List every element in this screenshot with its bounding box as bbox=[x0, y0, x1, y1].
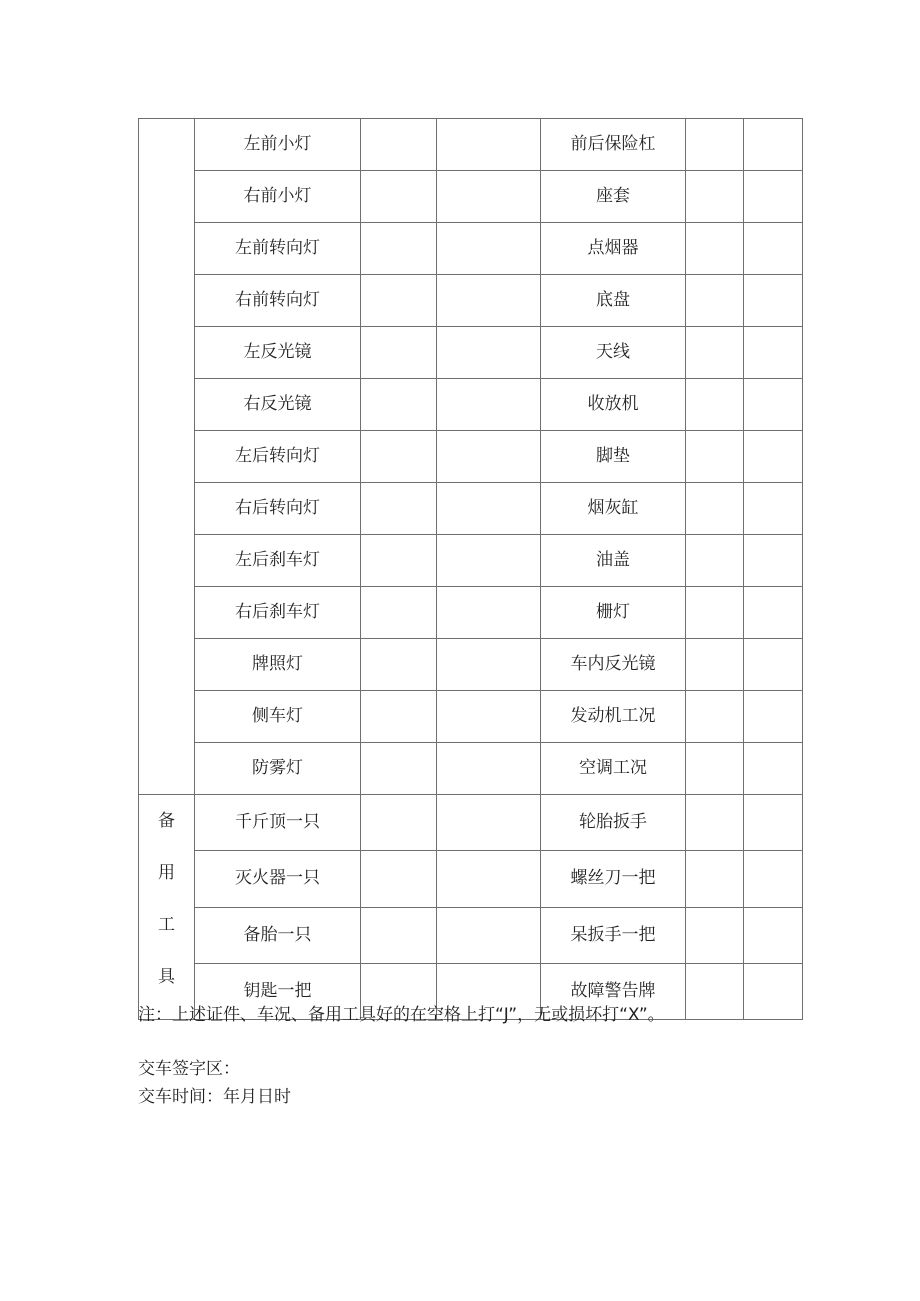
check-cell-right[interactable] bbox=[744, 223, 803, 275]
check-cell-right[interactable] bbox=[686, 691, 744, 743]
check-cell-left[interactable] bbox=[437, 223, 541, 275]
item-label-right: 座套 bbox=[541, 171, 686, 223]
check-cell-right[interactable] bbox=[686, 795, 744, 851]
check-cell-right[interactable] bbox=[686, 223, 744, 275]
check-cell-left[interactable] bbox=[437, 119, 541, 171]
check-cell-right[interactable] bbox=[744, 907, 803, 963]
category-char: 工 bbox=[158, 915, 175, 935]
item-label-left: 左反光镜 bbox=[195, 327, 361, 379]
handover-time-label: 交车时间：年月日时 bbox=[138, 1087, 291, 1107]
check-cell-left[interactable] bbox=[361, 691, 437, 743]
check-cell-right[interactable] bbox=[744, 851, 803, 907]
item-label-right: 车内反光镜 bbox=[541, 639, 686, 691]
check-cell-left[interactable] bbox=[361, 379, 437, 431]
check-cell-left[interactable] bbox=[437, 639, 541, 691]
item-label-right: 栅灯 bbox=[541, 587, 686, 639]
item-label-left: 右前转向灯 bbox=[195, 275, 361, 327]
item-label-left: 备胎一只 bbox=[195, 907, 361, 963]
table-row bbox=[139, 327, 803, 379]
item-label-right: 底盘 bbox=[541, 275, 686, 327]
check-cell-left[interactable] bbox=[361, 483, 437, 535]
check-cell-right[interactable] bbox=[686, 851, 744, 907]
item-label-right: 前后保险杠 bbox=[541, 119, 686, 171]
table-row bbox=[139, 851, 803, 907]
table-row bbox=[139, 535, 803, 587]
item-label-right: 发动机工况 bbox=[541, 691, 686, 743]
check-cell-right[interactable] bbox=[744, 171, 803, 223]
check-cell-right[interactable] bbox=[686, 907, 744, 963]
check-cell-right[interactable] bbox=[686, 275, 744, 327]
check-cell-left[interactable] bbox=[361, 535, 437, 587]
check-cell-right[interactable] bbox=[744, 275, 803, 327]
check-cell-right[interactable] bbox=[744, 327, 803, 379]
check-cell-right[interactable] bbox=[744, 795, 803, 851]
table-row bbox=[139, 275, 803, 327]
check-cell-left[interactable] bbox=[361, 795, 437, 851]
handover-signature-label: 交车签字区： bbox=[138, 1059, 240, 1079]
check-cell-left[interactable] bbox=[437, 851, 541, 907]
item-label-left: 右反光镜 bbox=[195, 379, 361, 431]
item-label-right: 天线 bbox=[541, 327, 686, 379]
category-char: 具 bbox=[158, 967, 175, 987]
check-cell-left[interactable] bbox=[361, 275, 437, 327]
check-cell-right[interactable] bbox=[686, 379, 744, 431]
check-cell-left[interactable] bbox=[437, 535, 541, 587]
table-row bbox=[139, 795, 803, 851]
check-cell-right[interactable] bbox=[686, 483, 744, 535]
table-row bbox=[139, 171, 803, 223]
check-cell-right[interactable] bbox=[744, 743, 803, 795]
item-label-left: 千斤顶一只 bbox=[195, 795, 361, 851]
item-label-left: 灭火器一只 bbox=[195, 851, 361, 907]
check-cell-left[interactable] bbox=[361, 223, 437, 275]
check-cell-right[interactable] bbox=[686, 119, 744, 171]
table-row bbox=[139, 743, 803, 795]
item-label-left: 左前转向灯 bbox=[195, 223, 361, 275]
table-row bbox=[139, 691, 803, 743]
check-cell-right[interactable] bbox=[686, 327, 744, 379]
check-cell-right[interactable] bbox=[744, 587, 803, 639]
check-cell-left[interactable] bbox=[437, 907, 541, 963]
check-cell-left[interactable] bbox=[437, 743, 541, 795]
check-cell-right[interactable] bbox=[744, 483, 803, 535]
item-label-right: 烟灰缸 bbox=[541, 483, 686, 535]
check-cell-left[interactable] bbox=[437, 431, 541, 483]
check-cell-right[interactable] bbox=[686, 431, 744, 483]
table-row bbox=[139, 587, 803, 639]
check-cell-right[interactable] bbox=[744, 691, 803, 743]
item-label-right: 螺丝刀一把 bbox=[541, 851, 686, 907]
check-cell-left[interactable] bbox=[361, 907, 437, 963]
check-cell-left[interactable] bbox=[437, 587, 541, 639]
item-label-right: 轮胎扳手 bbox=[541, 795, 686, 851]
check-cell-left[interactable] bbox=[361, 639, 437, 691]
item-label-right: 故障警告牌 bbox=[541, 963, 686, 1019]
item-label-right: 收放机 bbox=[541, 379, 686, 431]
item-label-left: 左后转向灯 bbox=[195, 431, 361, 483]
check-cell-left[interactable] bbox=[361, 587, 437, 639]
check-cell-left[interactable] bbox=[361, 431, 437, 483]
category-cell-spare-tools bbox=[139, 795, 195, 1020]
table-row bbox=[139, 907, 803, 963]
item-label-right: 呆扳手一把 bbox=[541, 907, 686, 963]
check-cell-left[interactable] bbox=[361, 743, 437, 795]
table-row bbox=[139, 483, 803, 535]
check-cell-right[interactable] bbox=[744, 535, 803, 587]
check-cell-left[interactable] bbox=[361, 851, 437, 907]
table-row bbox=[139, 119, 803, 171]
category-char: 备 bbox=[158, 811, 175, 831]
check-cell-left[interactable] bbox=[437, 275, 541, 327]
check-cell-right[interactable] bbox=[686, 535, 744, 587]
item-label-left: 牌照灯 bbox=[195, 639, 361, 691]
category-cell-exterior bbox=[139, 119, 195, 795]
item-label-left: 侧车灯 bbox=[195, 691, 361, 743]
item-label-left: 右前小灯 bbox=[195, 171, 361, 223]
table-row bbox=[139, 379, 803, 431]
item-label-left: 防雾灯 bbox=[195, 743, 361, 795]
category-char: 用 bbox=[158, 863, 175, 883]
table-note: 注：上述证件、车况、备用工具好的在空格上打“J”，无或损坏打“X”。 bbox=[138, 1005, 665, 1025]
check-cell-left[interactable] bbox=[437, 327, 541, 379]
check-cell-right[interactable] bbox=[744, 119, 803, 171]
check-cell-right[interactable] bbox=[686, 587, 744, 639]
check-cell-right[interactable] bbox=[686, 743, 744, 795]
item-label-right: 脚垫 bbox=[541, 431, 686, 483]
item-label-left: 右后刹车灯 bbox=[195, 587, 361, 639]
check-cell-right[interactable] bbox=[744, 963, 803, 1019]
check-cell-left[interactable] bbox=[361, 327, 437, 379]
check-cell-right[interactable] bbox=[686, 171, 744, 223]
item-label-left: 左前小灯 bbox=[195, 119, 361, 171]
item-label-right: 点烟器 bbox=[541, 223, 686, 275]
check-cell-left[interactable] bbox=[437, 379, 541, 431]
vehicle-inspection-table bbox=[138, 118, 803, 1020]
table-row bbox=[139, 223, 803, 275]
table-row bbox=[139, 431, 803, 483]
check-cell-right[interactable] bbox=[744, 379, 803, 431]
item-label-left: 右后转向灯 bbox=[195, 483, 361, 535]
item-label-right: 空调工况 bbox=[541, 743, 686, 795]
check-cell-left[interactable] bbox=[437, 483, 541, 535]
item-label-left: 钥匙一把 bbox=[195, 963, 361, 1019]
item-label-right: 油盖 bbox=[541, 535, 686, 587]
item-label-left: 左后刹车灯 bbox=[195, 535, 361, 587]
check-cell-left[interactable] bbox=[361, 119, 437, 171]
check-cell-right[interactable] bbox=[744, 639, 803, 691]
check-cell-right[interactable] bbox=[686, 639, 744, 691]
check-cell-left[interactable] bbox=[437, 795, 541, 851]
check-cell-left[interactable] bbox=[361, 171, 437, 223]
check-cell-left[interactable] bbox=[437, 691, 541, 743]
check-cell-right[interactable] bbox=[686, 963, 744, 1019]
check-cell-left[interactable] bbox=[437, 171, 541, 223]
table-row bbox=[139, 639, 803, 691]
check-cell-right[interactable] bbox=[744, 431, 803, 483]
